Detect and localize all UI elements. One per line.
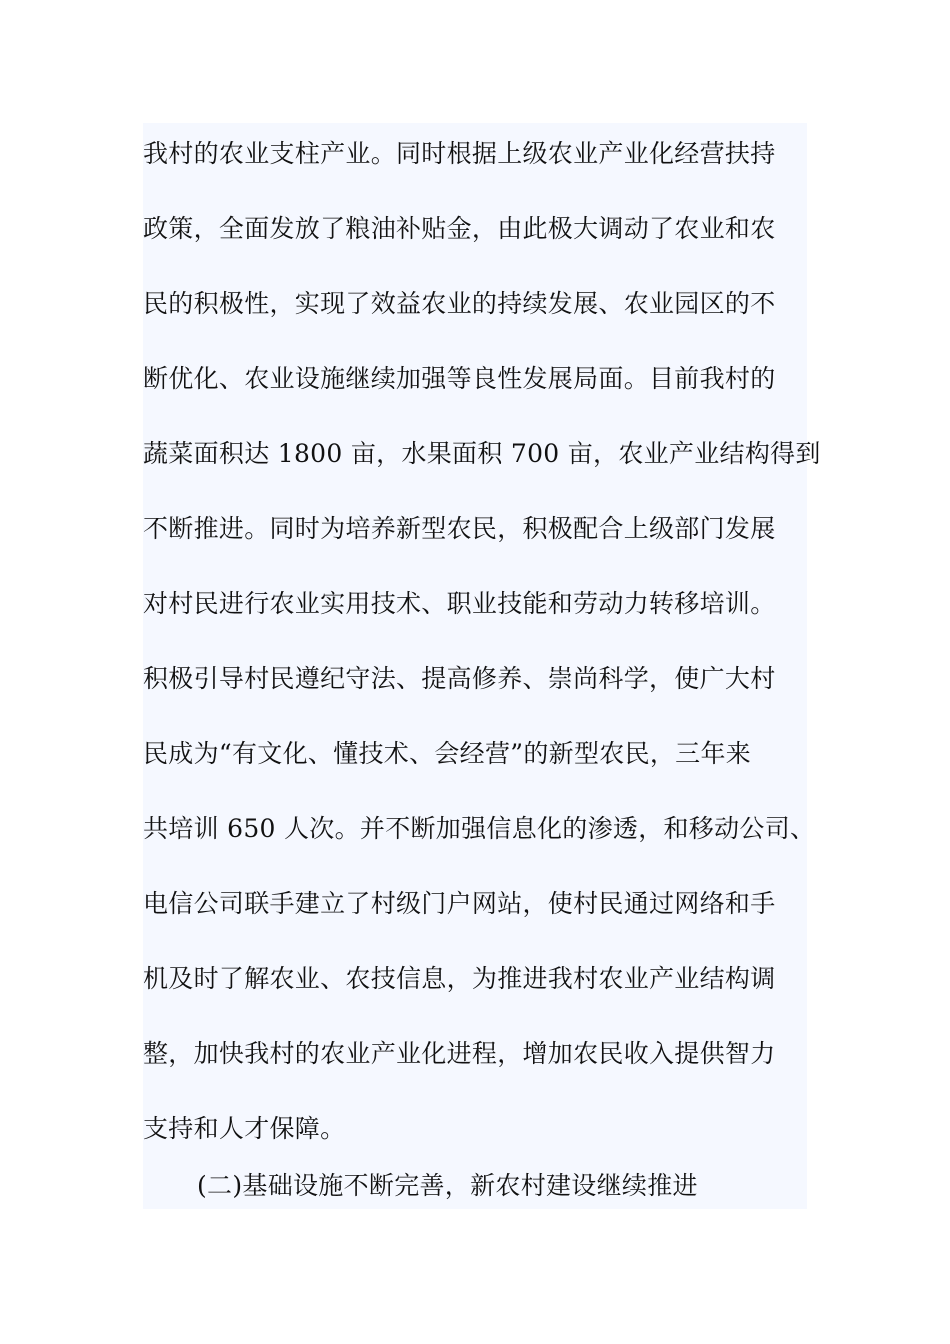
paragraph-line: 断优化、农业设施继续加强等良性发展局面。目前我村的 [143,364,776,393]
paragraph-line: 民成为“有文化、懂技术、会经营”的新型农民，三年来 [143,739,752,768]
paragraph-line: 积极引导村民遵纪守法、提高修养、崇尚科学，使广大村 [143,664,776,693]
paragraph-line: 政策，全面发放了粮油补贴金，由此极大调动了农业和农 [143,214,776,243]
paragraph-line: 民的积极性，实现了效益农业的持续发展、农业园区的不 [143,289,776,318]
paragraph-line: 蔬菜面积达 1800 亩，水果面积 700 亩，农业产业结构得到 [143,439,821,468]
section-heading: (二)基础设施不断完善，新农村建设继续推进 [197,1171,698,1200]
paragraph-line: 共培训 650 人次。并不断加强信息化的渗透，和移动公司、 [143,814,816,843]
paragraph-line: 整，加快我村的农业产业化进程，增加农民收入提供智力 [143,1039,776,1068]
paragraph-line: 机及时了解农业、农技信息，为推进我村农业产业结构调 [143,964,776,993]
paragraph-line: 电信公司联手建立了村级门户网站，使村民通过网络和手 [143,889,776,918]
paragraph-line: 不断推进。同时为培养新型农民，积极配合上级部门发展 [143,514,776,543]
paragraph-line: 我村的农业支柱产业。同时根据上级农业产业化经营扶持 [143,139,776,168]
paragraph-line: 支持和人才保障。 [143,1114,346,1143]
paragraph-line: 对村民进行农业实用技术、职业技能和劳动力转移培训。 [143,589,776,618]
